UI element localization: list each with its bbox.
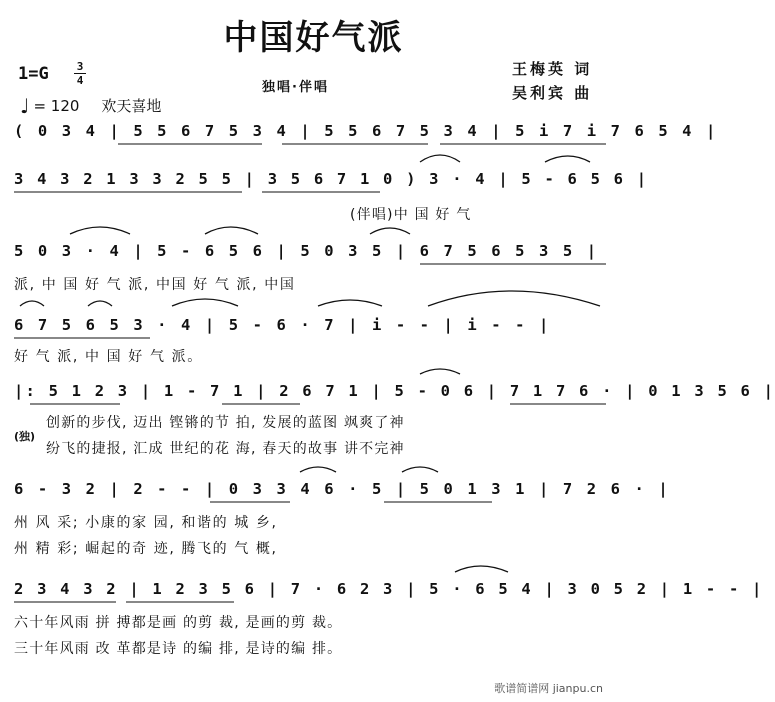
lyric-row-3: 派, 中 国 好 气 派, 中国 好 气 派, 中国 bbox=[14, 277, 296, 293]
lyric-row-6-verse-1: 州 风 采; 小康的家 园, 和谐的 城 乡, bbox=[14, 515, 278, 531]
composer-credit: 吴利宾 曲 bbox=[512, 84, 593, 102]
time-signature-bottom: 4 bbox=[76, 74, 84, 87]
slur-mark bbox=[370, 228, 410, 234]
notation-row-2: 3 4 3 2 1 3 3 2 5 5 | 3 5 6 7 1 0 ) 3 · 4 | 5 - 6 5 6 | bbox=[14, 170, 649, 188]
slur-mark bbox=[420, 369, 460, 374]
slur-mark bbox=[70, 227, 130, 234]
notation-row-6: 6 - 3 2 | 2 - - | 0 3 3 4 6 · 5 | 5 0 1 3 1 | 7 2 6 · | bbox=[14, 480, 671, 498]
site-watermark: 歌谱简谱网 jianpu.cn bbox=[494, 682, 603, 695]
slur-mark bbox=[455, 566, 508, 572]
notation-row-1: ( 0 3 4 | 5 5 6 7 5 3 4 | 5 5 6 7 5 3 4 | 5 i 7 i 7 6 5 4 | bbox=[14, 122, 718, 140]
lyricist-credit: 王梅英 词 bbox=[512, 60, 593, 78]
slur-mark bbox=[420, 155, 460, 162]
notation-row-4: 6 7 5 6 5 3 · 4 | 5 - 6 · 7 | i - - | i - - | bbox=[14, 316, 551, 334]
notation-row-3: 5 0 3 · 4 | 5 - 6 5 6 | 5 0 3 5 | 6 7 5 6 5 3 5 | bbox=[14, 242, 599, 260]
slur-mark bbox=[205, 227, 258, 234]
lyric-row-7-verse-1: 六十年风雨 拼 搏都是画 的剪 裁, 是画的剪 裁。 bbox=[14, 615, 343, 631]
lyric-row-5-verse-1: 创新的步伐, 迈出 铿锵的节 拍, 发展的蓝图 飒爽了神 bbox=[46, 415, 405, 431]
slur-mark bbox=[545, 156, 590, 162]
lyric-row-7-verse-2: 三十年风雨 改 革都是诗 的编 排, 是诗的编 排。 bbox=[14, 641, 343, 657]
solo-marker: (独) bbox=[14, 430, 36, 443]
slur-mark bbox=[428, 291, 600, 306]
lyric-row-2: (伴唱)中 国 好 气 bbox=[350, 207, 472, 223]
slur-mark bbox=[88, 301, 112, 306]
slur-mark bbox=[300, 467, 336, 472]
lyric-row-5-verse-2: 纷飞的捷报, 汇成 世纪的花 海, 春天的故事 讲不完神 bbox=[46, 441, 405, 457]
notation-row-5: |: 5 1 2 3 | 1 - 7 1 | 2 6 7 1 | 5 - 0 6 | 7 1 7 6 · | 0 1 3 5 6 | bbox=[14, 382, 775, 400]
performance-style: 独唱·伴唱 bbox=[262, 80, 329, 95]
tempo-value: = 120 bbox=[33, 97, 80, 115]
slur-mark bbox=[318, 300, 382, 306]
slur-mark bbox=[402, 467, 438, 472]
slur-mark bbox=[20, 301, 44, 306]
key-signature: 1=G bbox=[18, 64, 49, 84]
time-signature-top: 3 bbox=[76, 60, 84, 73]
quarter-note-icon: ♩ bbox=[20, 94, 30, 118]
lyric-row-6-verse-2: 州 精 彩; 崛起的奇 迹, 腾飞的 气 概, bbox=[14, 541, 278, 557]
tempo-mood: 欢天喜地 bbox=[101, 97, 162, 115]
lyric-row-4: 好 气 派, 中 国 好 气 派。 bbox=[14, 349, 203, 365]
slur-mark bbox=[172, 299, 238, 306]
song-title: 中国好气派 bbox=[223, 18, 404, 58]
notation-row-7: 2 3 4 3 2 | 1 2 3 5 6 | 7 · 6 2 3 | 5 · 6 5 4 | 3 0 5 2 | 1 - - | bbox=[14, 580, 764, 598]
